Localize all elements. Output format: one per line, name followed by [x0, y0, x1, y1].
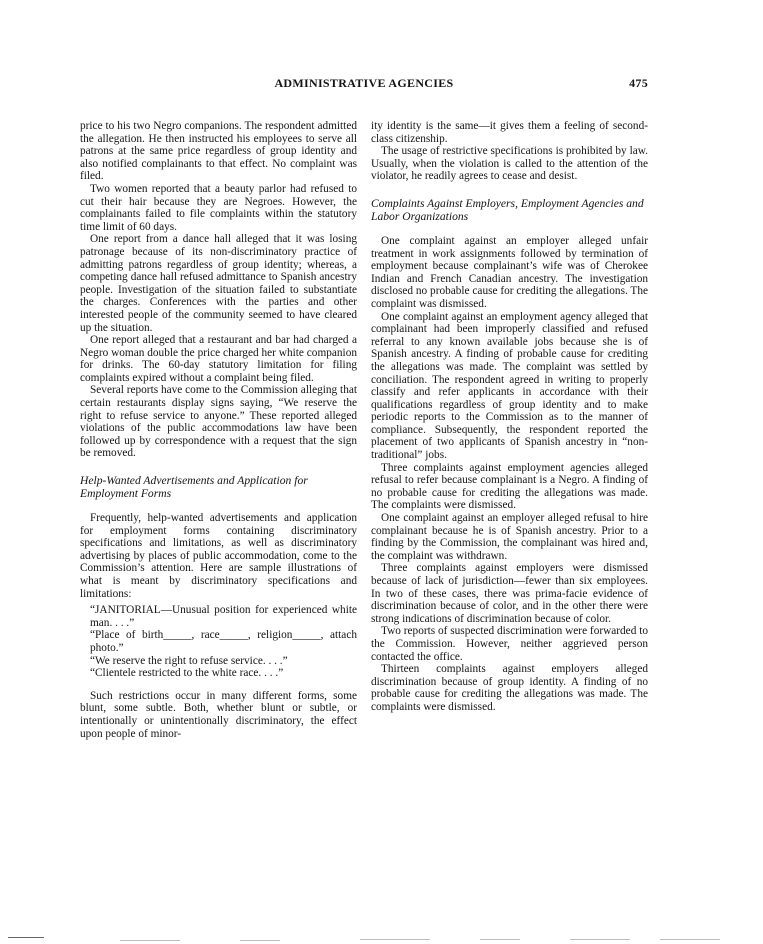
- paragraph: Such restrictions occur in many different forms, some blunt, some subtle. Both, whether blunt or subtle, or intentionally or unintentionally discriminatory, the effect upon people of minor-: [80, 689, 357, 740]
- scan-edge-mark: [570, 939, 630, 940]
- paragraph: Thirteen complaints against employers alleged discrimination because of group identity. A finding of no probable cause for crediting the allegations was made. The complaints were dismissed.: [371, 663, 648, 713]
- right-column: [371, 120, 648, 714]
- scan-edge-mark: [8, 937, 44, 938]
- example-quotes: [90, 604, 357, 680]
- paragraph: Three complaints against employers were dismissed because of lack of jurisdiction—fewer than six employees. In two of these cases, there was prima-facie evidence of discrimination because of color, and in the other there were strong indications of discrimination because of color.: [371, 562, 648, 625]
- running-title: ADMINISTRATIVE AGENCIES: [274, 76, 454, 90]
- running-header: [80, 76, 648, 94]
- quote: “JANITORIAL—Unusual position for experienced white man. . . .”: [90, 604, 357, 629]
- paragraph: One report alleged that a restaurant and bar had charged a Negro woman double the price charged her white companion for drinks. The 60-day statutory limitation for filing complaints expired without a complaint being filed.: [80, 334, 357, 384]
- paragraph: Frequently, help-wanted advertisements and application for employment forms containing discriminatory specifications and limitations, as well as discriminatory advertising by places of public accommodation, come to the Commission’s attention. Here are sample illustrations of what is meant by discriminatory specifications and limitations:: [80, 512, 357, 600]
- paragraph: One complaint against an employer alleged unfair treatment in work assignments followed by termination of employment because complainant’s wife was of Cherokee Indian and French Canadian ancestry. The investigation disclosed no probable cause for crediting the allegations. The complaint was dismissed.: [371, 234, 648, 310]
- paragraph: The usage of restrictive specifications is prohibited by law. Usually, when the violation is called to the attention of the violator, he readily agrees to cease and desist.: [371, 145, 648, 183]
- left-column: [80, 120, 357, 740]
- scan-edge-mark: [480, 939, 520, 940]
- paragraph: Three complaints against employment agencies alleged refusal to refer because complainant is a Negro. A finding of no probable cause for crediting the allegations was made. The complaints were dismissed.: [371, 461, 648, 512]
- paragraph: Two reports of suspected discrimination were forwarded to the Commission. However, neither aggrieved person contacted the office.: [371, 625, 648, 663]
- paragraph: One report from a dance hall alleged that it was losing patronage because of its non-discriminatory practice of admitting patrons regardless of group identity; whereas, a competing dance hall refused admittance to Spanish ancestry people. Investigation of the situation failed to substantiate the charges. Conferences with the parties and other interested people of the community seemed to have cleared up the situation.: [80, 233, 357, 334]
- paragraph: ity identity is the same—it gives them a feeling of second-class citizenship.: [371, 120, 648, 145]
- page-number: 475: [629, 76, 648, 90]
- quote: “Place of birth_____, race_____, religion_____, attach photo.”: [90, 629, 357, 654]
- paragraph: price to his two Negro companions. The respondent admitted the allegation. He then instructed his employees to serve all patrons at the same price regardless of group identity and also notified complainants to that effect. No complaint was filed.: [80, 120, 357, 183]
- section-heading: Help-Wanted Advertisements and Application for Employment Forms: [80, 474, 308, 501]
- section-heading: Complaints Against Employers, Employment Agencies and Labor Organizations: [371, 196, 644, 223]
- scan-edge-mark: [120, 940, 180, 941]
- scan-edge-mark: [360, 939, 430, 940]
- quote: “We reserve the right to refuse service. . . .”: [90, 654, 288, 667]
- paragraph: Several reports have come to the Commission alleging that certain restaurants display signs saying, “We reserve the right to refuse service to anyone.” These reported alleged violations of the public accommodations law have been followed up by correspondence with a request that the sign be removed.: [80, 384, 357, 460]
- paragraph: Two women reported that a beauty parlor had refused to cut their hair because they are Negroes. However, the complainants failed to file complaints within the statutory time limit of 60 days.: [80, 182, 357, 233]
- scan-edge-mark: [240, 940, 280, 941]
- paragraph: One complaint against an employer alleged refusal to hire complainant because he is of Spanish ancestry. Prior to a finding by the Commission, the complainant was hired and, the complaint was withdrawn.: [371, 512, 648, 562]
- paragraph: One complaint against an employment agency alleged that complainant had been improperly classified and refused referral to any known available jobs because she is of Spanish ancestry. A finding of probable cause for crediting the allegations was made. The complaint was settled by conciliation. The respondent agreed in writing to properly classify and refer applicants in accordance with their qualifications regardless of group identity and to make periodic reports to the Commission as to the manner of compliance. Subsequently, the respondent reported the placement of two applicants of Spanish ancestry in “non-traditional” jobs.: [371, 310, 648, 462]
- quote: “Clientele restricted to the white race. . . .”: [90, 667, 284, 680]
- scan-edge-mark: [660, 939, 720, 940]
